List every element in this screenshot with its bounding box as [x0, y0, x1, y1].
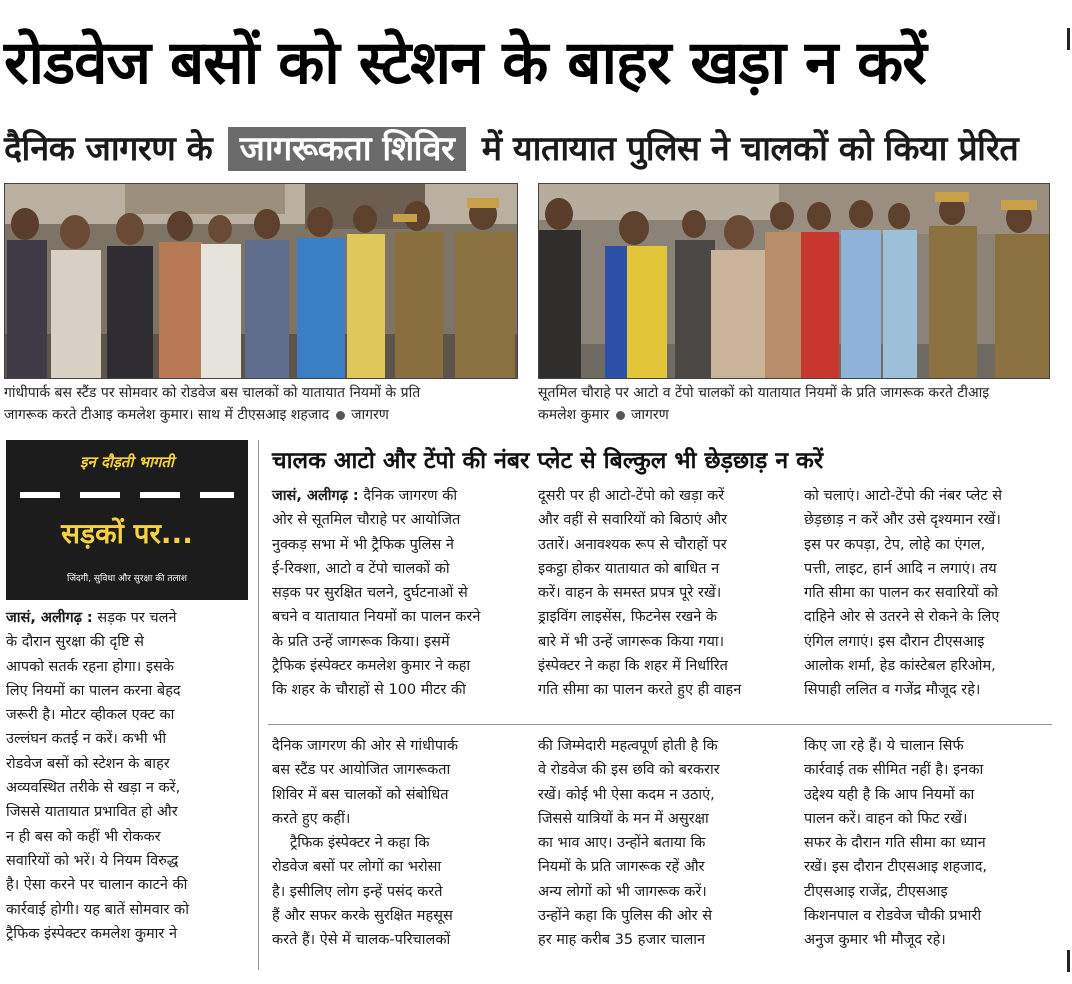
story-line: है। इसीलिए लोग इन्हें पसंद करते: [272, 883, 443, 900]
story-line: ओर से सूतमिल चौराहे पर आयोजित: [272, 512, 461, 529]
story-column-3: [804, 484, 1052, 703]
caption-1-line-2-text: जागरूक करते टीआइ कमलेश कुमार। साथ में टीएसआइ शहजाद: [4, 407, 330, 423]
story-line: किशनपाल व रोडवेज चौकी प्रभारी: [804, 908, 982, 925]
story-line: नियमों के प्रति जागरूक रहें और: [538, 859, 705, 876]
story-line: इंस्पेक्टर ने कहा कि शहर में निर्धारित: [538, 658, 728, 675]
story-line: छेड़छाड़ न करें और उसे दृश्यमान रखें।: [804, 512, 1001, 529]
story-line: वे रोडवेज की इस छवि को बरकरार: [538, 762, 720, 779]
story-line: इस पर कपड़ा, टेप, लोहे का एंगल,: [804, 536, 986, 553]
road-marking: [80, 492, 120, 498]
story-line: रखें। इस दौरान टीएसआइ शहजाद,: [804, 859, 988, 876]
story-line: [272, 484, 522, 508]
road-marking: [20, 492, 60, 498]
subhead-after: में यातायात पुलिस ने चालकों को किया प्रेरित: [481, 129, 1019, 169]
story-headline: चालक आटो और टेंपो की नंबर प्लेट से बिल्कुल भी छेड़छाड़ न करें: [272, 448, 824, 474]
story-line: सफर के दौरान गति सीमा का ध्यान: [804, 835, 986, 852]
caption-2-line-2-text: कमलेश कुमार: [538, 407, 610, 423]
story-line: कि शहर के चौराहों से 100 मीटर की: [272, 682, 466, 699]
road-marking: [140, 492, 180, 498]
story-line: सड़क पर सुरक्षित चलने, दुर्घटनाओं से: [272, 585, 468, 602]
dateline: जासं, अलीगढ़ :: [6, 610, 93, 626]
story-line: हर माह करीब 35 हजार चालान: [538, 932, 706, 949]
side-story-line: कार्रवाई होगी। यह बातें सोमवार को: [6, 901, 189, 918]
side-story-line: है। ऐसा करने पर चालान काटने की: [6, 877, 188, 894]
story-line: गति सीमा का पालन कर सवारियों को: [804, 585, 999, 602]
story-line: शिविर में बस चालकों को संबोधित: [272, 786, 449, 803]
road-marking: [200, 492, 234, 498]
side-story: [6, 606, 250, 946]
section-divider: [268, 724, 1052, 725]
caption-2-line-1: सूतमिल चौराहे पर आटो व टेंपो चालकों को यातायात नियमों के प्रति जागरूक करते टीआइ: [538, 385, 990, 401]
story-line: नुक्कड़ सभा में भी ट्रैफिक पुलिस ने: [272, 536, 454, 553]
story-line: दैनिक जागरण की ओर से गांधीपार्क: [272, 738, 458, 754]
story-line: रोडवेज बसों पर लोगों का भरोसा: [272, 859, 442, 876]
story-line: अन्य लोगों को भी जागरूक करें।: [538, 883, 707, 900]
caption-1-line-1: गांधीपार्क बस स्टैंड पर सोमवार को रोडवेज बस चालकों को यातायात नियमों के प्रति: [4, 385, 421, 401]
photo-bus-stand-image: [5, 184, 518, 379]
photo-sutmil-chauraha-image: [539, 184, 1050, 379]
story-line: ई-रिक्शा, आटो व टेंपो चालकों को: [272, 560, 450, 577]
bullet-icon: [616, 411, 625, 420]
story-column-1: [272, 484, 522, 703]
side-story-line: ट्रैफिक इंस्पेक्टर कमलेश कुमार ने: [6, 925, 177, 942]
story-line: एंगिल लगाएं। इस दौरान टीएसआइ: [804, 633, 985, 650]
story-line: हैं और सफर करके सुरक्षित महसूस: [272, 908, 453, 925]
side-story-line: जरूरी है। मोटर व्हीकल एक्ट का: [6, 707, 175, 724]
story-line: करते हुए कहीं।: [272, 810, 351, 827]
side-story-line: आपको सतर्क रहना होगा। इसके: [6, 658, 174, 675]
headline: रोडवेज बसों को स्टेशन के बाहर खड़ा न करें: [4, 28, 926, 98]
story-line: टीएसआइ राजेंद्र, टीएसआइ: [804, 883, 948, 900]
story-line: इकट्ठा होकर यातायात को बाधित न: [538, 560, 720, 577]
story-line: कार्रवाई तक सीमित नहीं है। इनका: [804, 762, 984, 779]
story-line: दूसरी पर ही आटो-टेंपो को खड़ा करें: [538, 488, 725, 504]
side-story-line: उल्लंघन कतई न करें। कभी भी: [6, 731, 167, 748]
photo-caption-1: [4, 382, 524, 426]
page-edge-mark: [1067, 28, 1070, 50]
story-line: ड्राइविंग लाइसेंस, फिटनेस रखने के: [538, 609, 718, 626]
continued-column-3: [804, 734, 1052, 953]
story-line: उद्देश्य यही है कि आप नियमों का: [804, 786, 975, 803]
side-story-line: न ही बस को कहीं भी रोककर: [6, 828, 161, 845]
photo-sutmil-chauraha: [538, 183, 1050, 379]
side-story-line: के दौरान सुरक्षा की दृष्टि से: [6, 634, 144, 651]
story-line: दाहिने ओर से उतरने से रोकने के लिए: [804, 609, 1000, 626]
story-line: उतारें। अनावश्यक रूप से चौराहों पर: [538, 536, 727, 553]
story-column-2: [538, 484, 788, 703]
continued-column-2: [538, 734, 788, 953]
story-line: पालन करें। वाहन को फिट रखें।: [804, 810, 968, 827]
story-line: किए जा रहे हैं। ये चालान सिर्फ: [804, 738, 964, 754]
story-line: के प्रति उन्हें जागरूक किया। इसमें: [272, 633, 450, 650]
side-story-line: [6, 606, 250, 630]
story-line: करें। वाहन के समस्त प्रपत्र पूरे रखें।: [538, 585, 722, 602]
story-line: बचने व यातायात नियमों का पालन करने: [272, 609, 481, 626]
story-line: बस स्टैंड पर आयोजित जागरूकता: [272, 762, 451, 779]
subhead-highlight: जागरूकता शिविर: [228, 127, 467, 171]
story-line: अनुज कुमार भी मौजूद रहे।: [804, 932, 946, 949]
story-line: रखें। कोई भी ऐसा कदम न उठाएं,: [538, 786, 715, 803]
series-logo-tagline: जिंदगी, सुविधा और सुरक्षा की तलाश: [67, 574, 187, 584]
story-line: करते हैं। ऐसे में चालक-परिचालकों: [272, 932, 451, 949]
side-story-line: सवारियों को भरें। ये नियम विरुद्ध: [6, 852, 179, 869]
side-story-line-0: सड़क पर चलने: [97, 610, 177, 626]
page-edge-mark: [1067, 950, 1070, 972]
dateline: जासं, अलीगढ़ :: [272, 488, 359, 504]
bullet-icon: [336, 411, 345, 420]
side-story-line: लिए नियमों का पालन करना बेहद: [6, 682, 181, 699]
continued-column-1: [272, 734, 522, 953]
column-divider: [258, 440, 259, 970]
caption-1-line-2: [4, 404, 524, 426]
story-line: का भाव आए। उन्होंने बताया कि: [538, 835, 706, 852]
story-line: की जिम्मेदारी महत्वपूर्ण होती है कि: [538, 738, 718, 754]
photo-bus-stand: [4, 183, 518, 379]
subhead-before: दैनिक जागरण के: [4, 129, 213, 169]
photo-credit: जागरण: [351, 407, 389, 423]
side-story-line: रोडवेज बसों को स्टेशन के बाहर: [6, 755, 170, 772]
photo-credit: जागरण: [630, 407, 669, 423]
story-line: सिपाही ललित व गजेंद्र मौजूद रहे।: [804, 682, 981, 699]
series-logo-top: इन दौड़ती भागती: [80, 453, 174, 471]
story-line: बारे में भी उन्हें जागरूक किया गया।: [538, 633, 725, 650]
story-line: और वहीं से सवारियों को बिठाएं और: [538, 512, 728, 529]
caption-2-line-2: [538, 404, 1058, 426]
story-line: उन्होंने कहा कि पुलिस की ओर से: [538, 908, 713, 925]
side-story-line: अव्यवस्थित तरीके से खड़ा न करें,: [6, 780, 181, 797]
story-col1-line-0: दैनिक जागरण की: [363, 488, 458, 504]
series-logo-title: सड़कों पर...: [61, 517, 193, 550]
story-line: ट्रैफिक इंस्पेक्टर ने कहा कि: [290, 835, 430, 852]
story-line: ट्रैफिक इंस्पेक्टर कमलेश कुमार ने कहा: [272, 658, 471, 675]
side-story-line: जिससे यातायात प्रभावित हो और: [6, 804, 178, 821]
story-line: पत्ती, लाइट, हार्न आदि न लगाएं। तय: [804, 560, 997, 577]
story-line: आलोक शर्मा, हेड कांस्टेबल हरिओम,: [804, 658, 996, 675]
photo-caption-2: [538, 382, 1058, 426]
story-line: गति सीमा का पालन करते हुए ही वाहन: [538, 682, 742, 699]
story-line: को चलाएं। आटो-टेंपो की नंबर प्लेट से: [804, 488, 1003, 504]
series-logo: [6, 440, 248, 600]
story-line: जिससे यात्रियों के मन में असुरक्षा: [538, 810, 709, 827]
subhead: [4, 121, 1064, 177]
